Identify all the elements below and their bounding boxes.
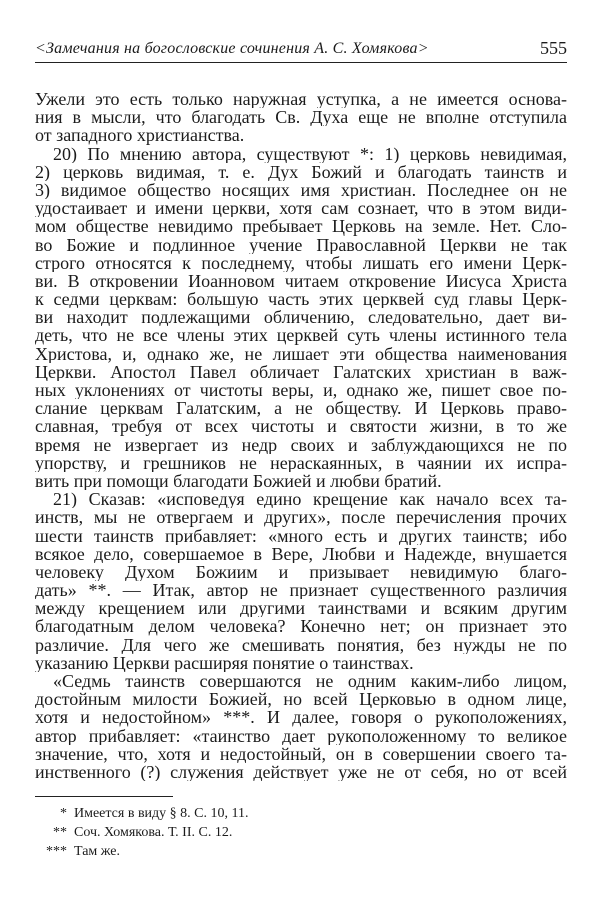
text-line: славная, требуя от всех чистоты и святости жизни, в то же xyxy=(35,417,567,436)
paragraph xyxy=(35,145,567,491)
text-line: ви. В откровении Иоанновом читаем откровение Иисуса Христа xyxy=(35,271,567,291)
paragraph xyxy=(35,90,567,145)
text-line: указанию Церкви расширяя понятие о таинствах. xyxy=(35,653,414,672)
text-line: ных уклонениях от чистоты веры, и, однако же, пишет свое по- xyxy=(35,381,567,400)
footnote-mark: ** xyxy=(53,825,67,840)
text-line: Ужели это есть только наружная уступка, а не имеется основа- xyxy=(35,90,567,109)
footnote-text: Соч. Хомякова. Т. II. С. 12. xyxy=(74,825,233,840)
text-line: Христова, и, однако же, не лишает эти общества наименования xyxy=(35,344,567,363)
footnote-mark: *** xyxy=(46,844,67,859)
text-line: Церкви. Апостол Павел обличает Галатских христиан в важ- xyxy=(35,362,567,381)
running-header xyxy=(35,38,567,63)
page-number: 555 xyxy=(540,38,567,58)
text-line: от западного христианства. xyxy=(35,126,245,145)
text-line: благодатным делом человека? Конечно нет; он признает это xyxy=(35,617,567,636)
text-line: во Божие и подлинное учение Православной Церкви не так xyxy=(35,235,567,254)
text-line: 3) видимое общество носящих имя христиан. Последнее он не xyxy=(35,180,567,200)
text-line: инств, мы не отвергаем и других», после перечисления прочих xyxy=(35,508,567,527)
text-line: значение, что, хотя и недостойный, он в совершении своего та- xyxy=(35,744,567,763)
text-line: автор прибавляет: «таинство дает рукоположенному то великое xyxy=(35,726,567,745)
text-line: удостаивает и имени церкви, хотя сам сознает, что в этом види- xyxy=(35,199,567,218)
footnote xyxy=(35,823,567,842)
text-line: слание церквам Галатским, а не обществу. И Церковь право- xyxy=(35,399,567,418)
text-line: ния в мысли, что благодать Св. Духа еще не вполне отступила xyxy=(35,108,567,127)
footnote xyxy=(35,842,567,861)
text-line: между крещением или другими таинствами и всяким другим xyxy=(35,599,567,618)
text-line: инственного (?) служения действует уже не от себя, но от всей xyxy=(35,762,567,782)
text-line: всякое дело, совершаемое в Вере, Любви и Надежде, внушается xyxy=(35,544,567,563)
text-line: ви находит подлежащими обличению, следовательно, дает ви- xyxy=(35,308,567,327)
text-line: время не извергает из недр своих и заблуждающихся не по xyxy=(35,435,567,454)
footnote-mark: * xyxy=(60,806,67,821)
body-text xyxy=(35,90,567,781)
paragraph xyxy=(35,490,567,672)
text-line: мом обществе невидимо пребывает Церковь на земле. Нет. Сло- xyxy=(35,217,567,236)
running-title: <Замечания на богословские сочинения А. С. Хомякова> xyxy=(35,40,429,57)
text-line: упорству, и грешников не нераскаянных, в чаянии их испра- xyxy=(35,453,567,472)
footnote xyxy=(35,804,567,823)
text-line: дать» **. — Итак, автор не признает существенного различия xyxy=(35,581,567,600)
text-line: к седми церквам: большую часть этих церквей суд главы Церк- xyxy=(35,290,567,309)
text-line: строго относятся к последнему, чтобы лишать его имени Церк- xyxy=(35,253,567,272)
text-line: человеку Духом Божиим и призывает невидимую благо- xyxy=(35,562,567,582)
text-line: вить при помощи благодати Божией и любви братий. xyxy=(35,471,442,491)
paragraph xyxy=(35,672,567,781)
footnote-text: Там же. xyxy=(74,844,120,859)
footnote-text: Имеется в виду § 8. С. 10, 11. xyxy=(74,806,249,821)
text-line: 21) Сказав: «исповедуя едино крещение как начало всех та- xyxy=(53,490,567,509)
footnote-divider xyxy=(35,796,173,797)
text-line: «Седмь таинств совершаются не одним каким-либо лицом, xyxy=(53,672,567,691)
text-line: 20) По мнению автора, существуют *: 1) церковь невидимая, xyxy=(53,144,567,163)
text-line: деть, что не все члены этих церквей суть члены истинного тела xyxy=(35,326,567,345)
footnotes xyxy=(35,804,567,861)
text-line: шести таинств прибавляет: «много есть и других таинств; ибо xyxy=(35,526,567,545)
text-line: достойным милости Божией, но всей Церковью в одном лице, xyxy=(35,690,567,709)
text-line: хотя и недостойном» ***. И далее, говоря о рукоположениях, xyxy=(35,708,567,727)
text-line: 2) церковь видимая, т. е. Дух Божий и благодать таинств и xyxy=(35,162,567,181)
text-line: различие. Для чего же смешивать понятия, без нужды не по xyxy=(35,635,567,654)
